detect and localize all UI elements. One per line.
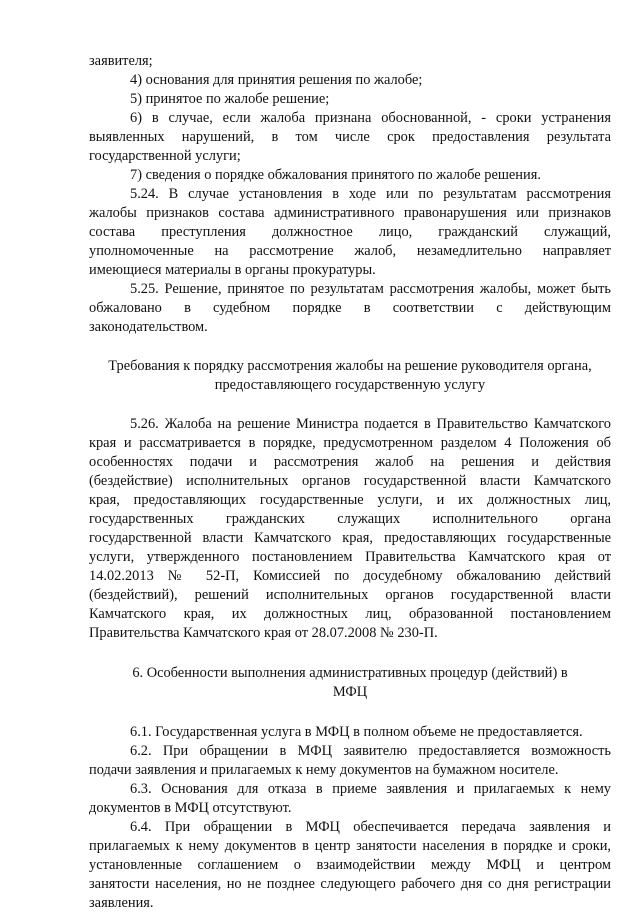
- list-item: 7) сведения о порядке обжалования принятого по жалобе решения.: [130, 167, 541, 183]
- text-line: жалобы признаков состава административного правонарушения или признаков: [89, 205, 611, 221]
- text-line: 5.24. В случае установления в ходе или по результатам рассмотрения: [130, 186, 611, 202]
- list-item: 4) основания для принятия решения по жалобе;: [130, 72, 423, 88]
- text-line: 5.25. Решение, принятое по результатам рассмотрения жалобы, может быть: [130, 281, 611, 297]
- text-line: обжаловано в судебном порядке в соответствии с действующим: [89, 300, 611, 316]
- text-line: 6.4. При обращении в МФЦ обеспечивается передача заявления и: [130, 819, 611, 835]
- list-item-6: [89, 109, 611, 166]
- heading-line: МФЦ: [332, 684, 368, 700]
- section-heading: [89, 357, 611, 395]
- text-line: подачи заявления и прилагаемых к нему документов на бумажном носителе.: [89, 762, 559, 778]
- text-line: (бездействие) исполнительных органов государственной власти Камчатского: [89, 473, 611, 489]
- text-line: законодательством.: [89, 319, 208, 335]
- text-line: государственной услуги;: [89, 148, 241, 164]
- heading-line: предоставляющего государственную услугу: [214, 377, 486, 393]
- text-line: выявленных нарушений, в том числе срок предоставления результата: [89, 129, 611, 145]
- text-line: заявления.: [89, 895, 154, 911]
- heading-line: 6. Особенности выполнения административных процедур (действий) в: [132, 665, 568, 681]
- paragraph-6-1: 6.1. Государственная услуга в МФЦ в полном объеме не предоставляется.: [130, 724, 583, 740]
- text-line: заявителя;: [89, 53, 153, 69]
- text-line: имеющиеся материалы в органы прокуратуры.: [89, 262, 376, 278]
- text-line: 14.02.2013 № 52-П, Комиссией по досудебному обжалованию действий: [89, 568, 611, 584]
- text-line: прилагаемых к нему документов в центр занятости населения в порядке и сроки,: [89, 838, 611, 854]
- text-line: документов в МФЦ отсутствуют.: [89, 800, 292, 816]
- text-line: Правительства Камчатского края от 28.07.2008 № 230-П.: [89, 625, 438, 641]
- text-line: уполномоченные на рассмотрение жалоб, незамедлительно направляет: [89, 243, 611, 259]
- text-line: занятости населения, но не позднее следующего рабочего дня со дня регистрации: [89, 876, 611, 892]
- text-line: края и рассматривается в порядке, предусмотренном разделом 4 Положения об: [89, 435, 611, 451]
- text-line: государственных гражданских служащих исполнительного органа: [89, 511, 611, 527]
- text-line: края, предоставляющих государственные услуги, и их должностных лиц,: [89, 492, 611, 508]
- paragraph-5-25: [89, 280, 611, 337]
- text-line: 5.26. Жалоба на решение Министра подается в Правительство Камчатского: [130, 416, 611, 432]
- chapter-heading: [89, 664, 611, 702]
- heading-line: Требования к порядку рассмотрения жалобы на решение руководителя органа,: [108, 358, 592, 374]
- text-line: 6) в случае, если жалоба признана обоснованной, - сроки устранения: [130, 110, 611, 126]
- text-line: особенностях подачи и рассмотрения жалоб на решения и действия: [89, 454, 611, 470]
- text-line: (бездействий), решений исполнительных органов государственной власти: [89, 587, 611, 603]
- paragraph-5-26: [89, 415, 611, 643]
- paragraph-6-4: [89, 818, 611, 913]
- paragraph-5-24: [89, 185, 611, 280]
- text-line: 6.2. При обращении в МФЦ заявителю предоставляется возможность: [130, 743, 611, 759]
- paragraph-6-2: [89, 742, 611, 780]
- document-page: [89, 52, 611, 913]
- text-line: 6.3. Основания для отказа в приеме заявления и прилагаемых к нему: [130, 781, 611, 797]
- text-line: услуги, утвержденного постановлением Правительства Камчатского края от: [89, 549, 611, 565]
- text-line: Камчатского края, их должностных лиц, образованной постановлением: [89, 606, 611, 622]
- text-line: состава преступления должностное лицо, гражданский служащий,: [89, 224, 611, 240]
- text-line: установленные соглашением о взаимодействии между МФЦ и центром: [89, 857, 611, 873]
- list-item: 5) принятое по жалобе решение;: [130, 91, 330, 107]
- text-line: государственной власти Камчатского края, предоставляющих государственные: [89, 530, 611, 546]
- paragraph-6-3: [89, 780, 611, 818]
